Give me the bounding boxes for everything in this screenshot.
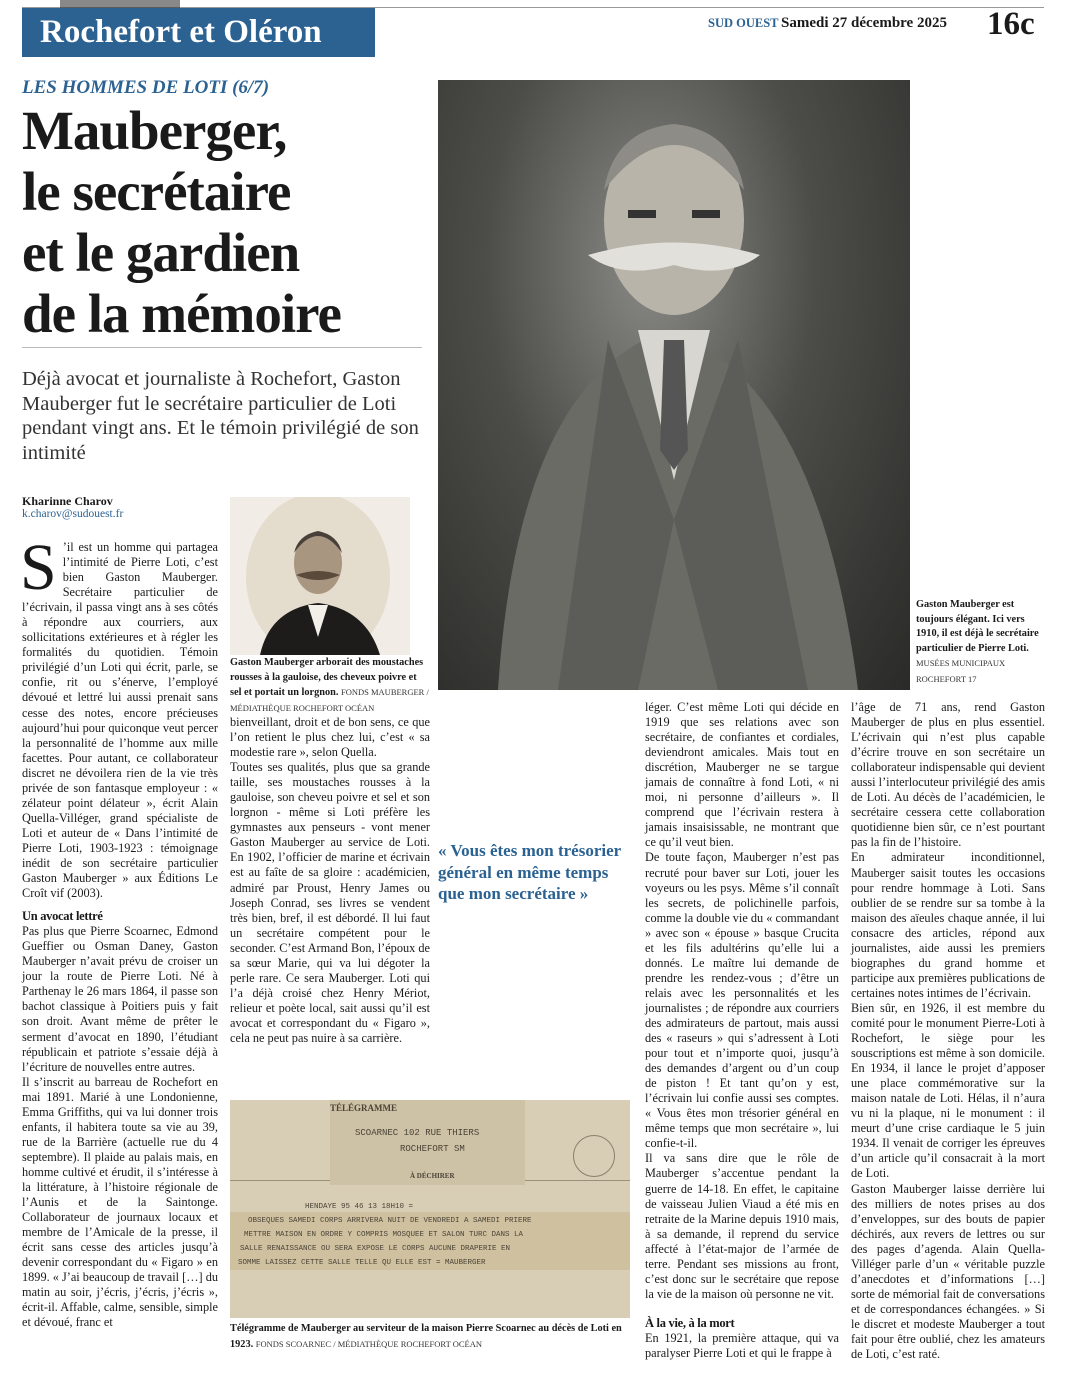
photo-credit: MUSÉES MUNICIPAUX ROCHEFORT 17 [916,658,1006,684]
newspaper-name: SUD OUEST [708,16,779,30]
pull-quote: « Vous êtes mon trésorier général en même temps que mon secrétaire » [438,841,621,903]
author-email[interactable]: k.charov@sudouest.fr [22,508,124,520]
telegram-line: SALLE RENAISSANCE OU SERA EXPOSE LE CORPS AUCUNE DRAPERIE EN [240,1245,511,1253]
headline-line: Mauberger, [22,100,287,161]
article-column-1 [20,531,219,1330]
telegram-line: METTRE MAISON EN ORDRE Y COMPRIS MOSQUEE ET SALON TURC DANS LA [244,1231,524,1239]
paragraph: Pas plus que Pierre Scoarnec, Edmond Gueffier ou Osman Daney, Gaston Mauberger n’avait prévu de croiser un jour la route de Pierre Loti. Né à Parthenay le 26 mars 1864, il passe son bachot classique à Poitiers puis y fait son droit. Avant même de prêter le serment d’avocat en 1890, l’étudiant républicain et patriote s’essaie déjà à l’écriture de nouvelles entre autres. [22,924,218,1074]
headline-line: et le gardien [22,222,300,283]
telegram-title: TÉLÉGRAMME [330,1103,398,1113]
headline [22,100,432,344]
photo-credit: FONDS SCOARNEC / MÉDIATHÈQUE ROCHEFORT OCÉAN [255,1338,483,1349]
telegram-address: SCOARNEC 102 RUE THIERS [355,1128,480,1138]
paragraph: Il va sans dire que le rôle de Mauberger s’accentue pendant la guerre de 14-18. En effet, le capitaine de vaisseau Julien Viaud a été mis en retraite de la Marine depuis 1910 mais, à sa demande, il reprend du service affecté à l’état-major de l’armée de terre. Pendant ses missions au front, c’est donc sur le secrétaire que repose la vie de la maison où personne ne vit. [645,1151,839,1301]
telegram-tear-label: À DÉCHIRER [410,1172,455,1180]
author-name: Kharinne Charov [22,494,113,508]
telegram-line: SOMME LAISSEZ CETTE SALLE TELLE QU ELLE EST = MAUBERGER [238,1259,486,1267]
photo-caption [230,1322,640,1352]
caption-text: Télégramme de Mauberger au serviteur de la maison Pierre Scoarnec au décès de Loti en 1923. [230,1323,622,1350]
telegram-line: HENDAYE 95 46 13 18H10 = [305,1203,414,1211]
paragraph: bienveillant, droit et de bon sens, ce que l’on retient le plus chez lui, c’est « sa modestie rare », selon Quella. [230,715,430,760]
portrait-photo-small [230,497,410,655]
caption-text: Gaston Mauberger arborait des moustaches rousses à la gauloise, des cheveux poivre et sel et portait un lorgnon. [230,657,424,698]
headline-line: le secrétaire [22,161,291,222]
page-number: 16c [987,6,1035,42]
subheading: À la vie, à la mort [645,1315,735,1330]
drop-cap: S [20,531,57,604]
issue-date: Samedi 27 décembre 2025 [781,15,947,31]
paragraph: Bien sûr, en 1926, il est membre du comité pour le monument Pierre-Loti à Rochefort, le siège pour les souscriptions est même à son domicile. En 1934, il lance le projet d’apposer une place commémorative sur la maison natale de Loti. Hélas, il n’aura vu ni la plaque, ni le monument : il meurt d’une crise cardiaque le 5 juin 1934. Il venait de corriger les épreuves d’un article qu’il consacrait à la mort de Loti. [851,1000,1045,1181]
photo-credit: FONDS MAUBERGER / MÉDIATHÈQUE ROCHEFORT OCÉAN [230,687,429,713]
telegram-address: ROCHEFORT SM [400,1144,465,1154]
standfirst: Déjà avocat et journaliste à Rochefort, Gaston Mauberger fut le secrétaire particulier de Loti pendant vingt ans. Et le témoin privilégié de son intimité [22,368,419,464]
article-column-4 [851,700,1045,1362]
paragraph: léger. C’est même Loti qui décide en 1919 que ses relations avec son secrétaire, de confiantes et cordiales, deviendront amicales. Mais tout en discrétion, Mauberger ne se targue jamais de connaître à fond Loti, « ni moi, ni personne d’ailleurs ». Il comprend que l’écrivain restera à jamais insaisissable, ne montrant que ce qu’il veut bien. [645,700,839,850]
photo-caption [916,598,1048,687]
portrait-photo-large [438,80,910,690]
paragraph: ’il est un homme qui partagea l’intimité de Pierre Loti, c’est bien Gaston Mauberger. Secrétaire particulier de l’écrivain, il passa vingt ans à ses côtés à répondre aux courriers, aux sollicitations extérieures et à régler les formalités du quotidien. Témoin privilégié d’un Loti qui écrit, parle, se confie, rit ou s’énerve, l’employé dévoué et lettré lui aussi prenait sans cesse des notes, encore précieuses aujourd’hui pour quiconque veut percer la personnalité de l’homme aux mille facettes. Pour autant, ce collaborateur discret ne dévoilera rien de la vie très privée de son fantasque employeur : « zélateur point délateur », écrit Alain Quella-Villéger, grand spécialiste de Loti et auteur de « Dans l’intimité de Pierre Loti, 1903-1923 : témoignage inédit de son secrétaire particulier Gaston Mauberger » aux Éditions Le Croît vif (2003). [22,540,218,901]
paragraph: Gaston Mauberger laisse derrière lui des milliers de notes prises au dos d’enveloppes, sur des bouts de papier déchirés, aux revers de lettres ou sur des pages d’agenda. Alain Quella-Villéger parle d’un « véritable puzzle d’anecdotes et d’informations […] sorte de mémorial fait de conversations et de correspondances échangées. » Si le discret et modeste Mauberger a tout fait pour être oublié, chez les amateurs de Loti, c’est raté. [851,1181,1045,1362]
paragraph: En 1921, la première attaque, qui va paralyser Pierre Loti et qui le frappe à [645,1330,839,1360]
photo-caption [230,656,430,716]
paragraph: De toute façon, Mauberger n’est pas recruté pour baver sur Loti, jouer les voyeurs ou les psys. Même s’il connaît les secrets, de polichinelle parfois, comme la double vie du « commandant » avec son « épouse » basque Crucita et les fils adultérins qu’elle lui a donnés. Le maître lui demande de prendre les rendez-vous ; d’être un relais avec les personnalités et les journalistes ; de répondre aux courriers des admirateurs de partout, mais aussi des « raseurs » qui s’adressent à Loti pour tout et n’importe quoi, jusqu’à des demandes d’argent ou d’un coup de piston ! Et tant qu’on y est, l’écrivain lui confie aussi ses comptes. « Vous êtes mon trésorier général en même temps que mon secrétaire », lui confie-t-il. [645,850,839,1151]
paragraph: Toutes ses qualités, plus que sa grande taille, ses moustaches rousses à la gauloise, son cheveu poivre et sel et son lorgnon - même si Loti préfère les gymnastes aux penseurs - vont mener Gaston Mauberger au service de Loti. En 1902, l’officier de marine et écrivain est au faîte de sa gloire : académicien, admiré par Proust, Henry James ou Joseph Conrad, ses livres se vendent très bien, bref, il est débordé. Il lui faut un secrétaire compétent pour le seconder. C’est Armand Bon, l’époux de sa sœur Marie, qui va lui dégoter la perle rare. Ce sera Mauberger. Loti qui l’a déjà croisé chez Henry Mériot, relieur et poète local, sait aussi qu’il est avocat et correspondant du « Figaro », cela ne peut pas nuire à sa carrière. [230,760,430,1045]
paragraph: l’âge de 71 ans, rend Gaston Mauberger de plus en plus essentiel. L’écrivain qui n’est plus capable d’écrire trouve en son secrétaire un collaborateur indispensable qui devient aussi l’interlocuteur privilégié des amis de Loti. Au décès de l’académicien, le secrétaire cessera cette collaboration quotidienne bien sûr, ce n’est pourtant pas la fin de l’histoire. [851,700,1045,850]
telegram-line: OBSEQUES SAMEDI CORPS ARRIVERA NUIT DE VENDREDI A SAMEDI PRIERE [248,1217,532,1225]
article-column-2 [230,715,430,1046]
paragraph: Il s’inscrit au barreau de Rochefort en mai 1891. Marié à une Londonienne, Emma Griffiths, qui va lui donner trois enfants, il habitera toute sa vie au 39, rue de la Barrière (actuelle rue du 4 septembre). Il plaide au palais mais, en homme cultivé et érudit, il s’intéresse à la littérature, à l’histoire régionale de l’Aunis et de la Saintonge. Collaborateur de journaux locaux et membre de l’Amicale de la presse, il écrit sans cesse des articles jusqu’à devenir correspondant du « Figaro » en 1899. « J’ai beaucoup de travail […] du matin au soir, j’écris, j’écris, j’écris », écrit-il. Affable, calme, sensible, simple et dévoué, franc et [22,1074,219,1330]
telegram-photo [230,1100,630,1318]
postmark-stamp [573,1135,615,1177]
headline-line: de la mémoire [22,283,341,344]
section-banner: Rochefort et Oléron [22,8,375,57]
article-column-3 [645,700,839,1361]
caption-text: Gaston Mauberger est toujours élégant. Ici vers 1910, il est déjà le secrétaire particulier de Pierre Loti. [916,599,1039,654]
divider [22,347,422,348]
paragraph: En admirateur inconditionnel, Mauberger saisit toutes les occasions pour rendre hommage à Loti. Sans oublier de se rendre sur sa tombe à la maison des aïeules chaque année, il lui consacre des articles, répond aux journalistes, aide aussi les premiers biographes du grand homme et participe aux premières publications de certaines notes intimes de l’écrivain. [851,850,1045,1000]
subheading: Un avocat lettré [22,909,103,924]
series-kicker: LES HOMMES DE LOTI (6/7) [22,77,270,98]
